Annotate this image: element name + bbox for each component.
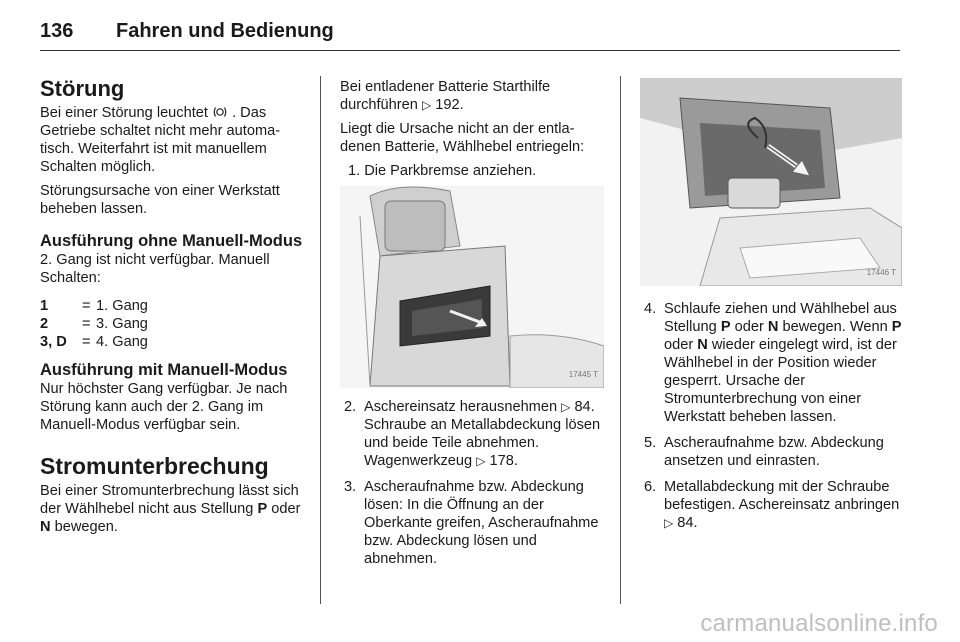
gear-row: 3, D = 4. Gang (40, 334, 148, 350)
paragraph: Bei einer Stromunterbrechung lässt sich der Wählhebel nicht aus Stellung P oder N bewegen. (40, 483, 301, 535)
column-left (40, 76, 308, 542)
paragraph: Nur höchster Gang verfügbar. Je nach Störung kann auch der 2. Gang im Manuell-Modus verfügbar sein. (40, 381, 288, 433)
page-ref-triangle-icon: ▷ (421, 98, 432, 112)
column-middle (340, 78, 608, 576)
paragraph: 2. Gang ist nicht verfügbar. Manuell Schalten: (40, 252, 270, 286)
steps-list (340, 398, 608, 568)
column-right (640, 78, 902, 540)
page-ref-triangle-icon: ▷ (664, 516, 674, 530)
steps-list (640, 300, 902, 532)
step-5: 5. Ascheraufnahme bzw. Abdeckung ansetzen und einrasten. (644, 435, 884, 469)
column-divider (620, 76, 621, 604)
step-2: 2. Aschereinsatz herausnehmen ▷ 84. Schraube an Metallabdeckung lösen und beide Teile abnehmen. Wagenwerkzeug ▷ 178. (344, 399, 601, 469)
step-3: 3. Ascheraufnahme bzw. Abdeckung lösen: In die Öffnung an der Oberkante greifen, Ascheraufnahme bzw. Abdeckung lösen und abnehmen. (344, 479, 599, 567)
paragraph: Störungsursache von einer Werkstatt beheben lassen. (40, 183, 280, 217)
gear-table (40, 297, 308, 351)
paragraph: Liegt die Ursache nicht an der entladenen Batterie, Wählhebel entriegeln: (340, 121, 585, 155)
step-4: 4. Schlaufe ziehen und Wählhebel aus Stellung P oder N bewegen. Wenn P oder N wieder eingelegt wird, ist der Wählhebel in der Position wieder gesperrt. Ursache der Stromunterbrechung von einer Werkstatt beheben lassen. (644, 301, 902, 425)
figure-code: 17445 T (568, 370, 598, 379)
heading-stromunterbrechung: Stromunterbrechung (40, 453, 269, 479)
step-6: 6. Metallabdeckung mit der Schraube befestigen. Aschereinsatz anbringen ▷ 84. (644, 479, 900, 531)
page-number: 136 (40, 20, 74, 42)
chapter-title: Fahren und Bedienung (116, 20, 334, 42)
step-1: 1. Die Parkbremse anziehen. (348, 163, 537, 179)
illustration-ashtray-removal (340, 186, 604, 388)
illustration-release-loop (640, 78, 902, 286)
paragraph: Bei entladener Batterie Starthilfe durchführen ▷ 192. (340, 79, 551, 113)
watermark: carmanualsonline.info (700, 610, 938, 637)
paragraph: Bei einer Störung leuchtet . Das Getriebe schaltet nicht mehr automatisch. Weiterfahrt ist mit manuellem Schalten möglich. (40, 105, 281, 175)
heading-stoerung: Störung (40, 76, 125, 101)
column-divider (320, 76, 321, 604)
page-ref-triangle-icon: ▷ (561, 400, 571, 414)
page-header (40, 18, 900, 51)
gear-row: 1 = 1. Gang (40, 298, 148, 314)
heading-mit-manuell: Ausführung mit Manuell-Modus (40, 361, 288, 379)
gear-row: 2 = 3. Gang (40, 316, 148, 332)
heading-ohne-manuell: Ausführung ohne Manuell-Modus (40, 232, 303, 250)
transmission-warning-icon (212, 105, 232, 121)
figure-code: 17446 T (866, 268, 896, 277)
page-ref-triangle-icon: ▷ (476, 454, 486, 468)
